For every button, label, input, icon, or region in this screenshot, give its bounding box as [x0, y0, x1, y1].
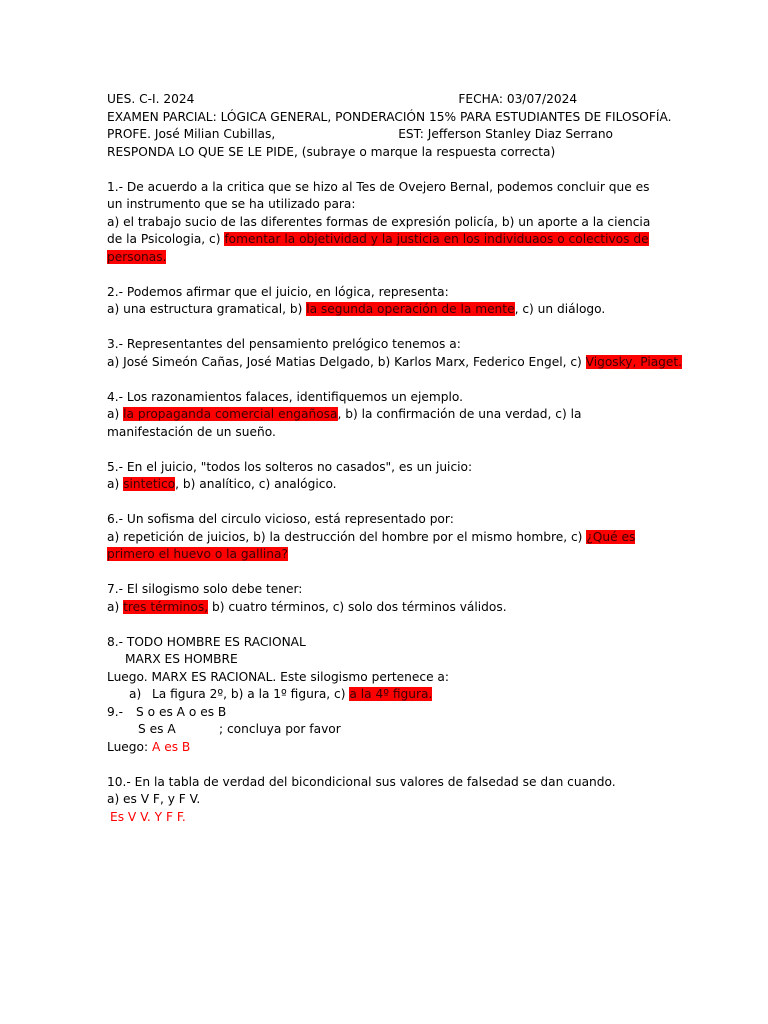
highlighted-answer-2: la segunda operación de la mente: [306, 302, 515, 316]
header-line-3: [107, 126, 667, 144]
student-name: EST: Jefferson Stanley Diaz Serrano: [398, 127, 614, 141]
exam-title: EXAMEN PARCIAL: LÓGICA GENERAL, PONDERACIÓN 15% PARA ESTUDIANTES DE FILOSOFÍA.: [107, 109, 672, 124]
highlighted-answer-7: tres términos,: [123, 599, 209, 614]
answer-options-2: a) una estructura gramatical, b) la segunda operación de la mente, c) un diálogo.: [107, 302, 606, 316]
answer-9-text: A es B: [151, 739, 191, 754]
question-8-conclusion: Luego. MARX ES RACIONAL. Este silogismo pertenece a:: [107, 669, 450, 684]
answer-options-1: a) el trabajo sucio de las diferentes formas de expresión policía, b) un aporte a la ciencia de la Psicologia, c) fomentar la objetividad y la justicia en los individuaos o colectivos de personas.: [107, 214, 651, 264]
question-7: 7.- El silogismo solo debe tener:: [107, 582, 303, 596]
header-line-1: [107, 91, 667, 109]
question-2: 2.- Podemos afirmar que el juicio, en lógica, representa:: [107, 284, 449, 299]
question-9-premise-2: S es A ; concluya por favor: [138, 722, 341, 736]
answer-10-text: Es V V. Y F F.: [110, 809, 186, 824]
highlighted-answer-4: la propaganda comercial engañosa: [123, 407, 338, 421]
answer-options-6: a) repetición de juicios, b) la destrucción del hombre por el mismo hombre, c) ¿Qué es primero el huevo o la gallina?: [107, 529, 636, 561]
answer-options-8: a) La figura 2º, b) a la 1º figura, c) a la 4º figura.: [129, 687, 433, 701]
answer-options-7: a) tres términos, b) cuatro términos, c) solo dos términos válidos.: [107, 599, 507, 614]
question-6: 6.- Un sofisma del circulo vicioso, está representado por:: [107, 512, 454, 526]
question-4: 4.- Los razonamientos falaces, identifiquemos un ejemplo.: [107, 389, 464, 404]
question-9-answer: Luego: A es B: [107, 739, 191, 754]
professor-name: PROFE. José Milian Cubillas,: [107, 127, 276, 141]
highlighted-answer-6: ¿Qué es primero el huevo o la gallina?: [107, 529, 636, 561]
highlighted-answer-8: a la 4º figura.: [349, 687, 433, 701]
exam-document: [107, 91, 683, 826]
highlighted-answer-1: fomentar la objetividad y la justicia en los individuaos o colectivos de personas.: [107, 232, 649, 264]
answer-options-4: a) la propaganda comercial engañosa, b) la confirmación de una verdad, c) la manifestación de un sueño.: [107, 407, 582, 439]
question-10: 10.- En la tabla de verdad del bicondicional sus valores de falsedad se dan cuando.: [107, 774, 616, 789]
exam-date: FECHA: 03/07/2024: [458, 92, 578, 106]
question-9-premise-1: 9.- S o es A o es B: [107, 704, 227, 719]
answer-options-10: a) es V F, y F V.: [107, 792, 201, 806]
answer-options-5: a) sintetico, b) analítico, c) analógico.: [107, 477, 337, 491]
highlighted-answer-3: Vigosky, Piaget.: [585, 354, 683, 369]
question-5: 5.- En el juicio, "todos los solteros no casados", es un juicio:: [107, 459, 473, 474]
question-3: 3.- Representantes del pensamiento prelógico tenemos a:: [107, 337, 461, 351]
question-1: 1.- De acuerdo a la critica que se hizo al Tes de Ovejero Bernal, podemos concluir que es un instrumento que se ha utilizado para:: [107, 179, 650, 211]
question-8-premise-1: 8.- TODO HOMBRE ES RACIONAL: [107, 634, 306, 649]
question-8-premise-2: MARX ES HOMBRE: [125, 652, 238, 666]
exam-instructions: RESPONDA LO QUE SE LE PIDE, (subraye o marque la respuesta correcta): [107, 144, 556, 159]
institution-label: UES. C-I. 2024: [107, 92, 195, 106]
highlighted-answer-5: sintetico: [123, 477, 176, 491]
answer-options-3: a) José Simeón Cañas, José Matias Delgado, b) Karlos Marx, Federico Engel, c) Vigosky, Piaget.: [107, 354, 683, 369]
